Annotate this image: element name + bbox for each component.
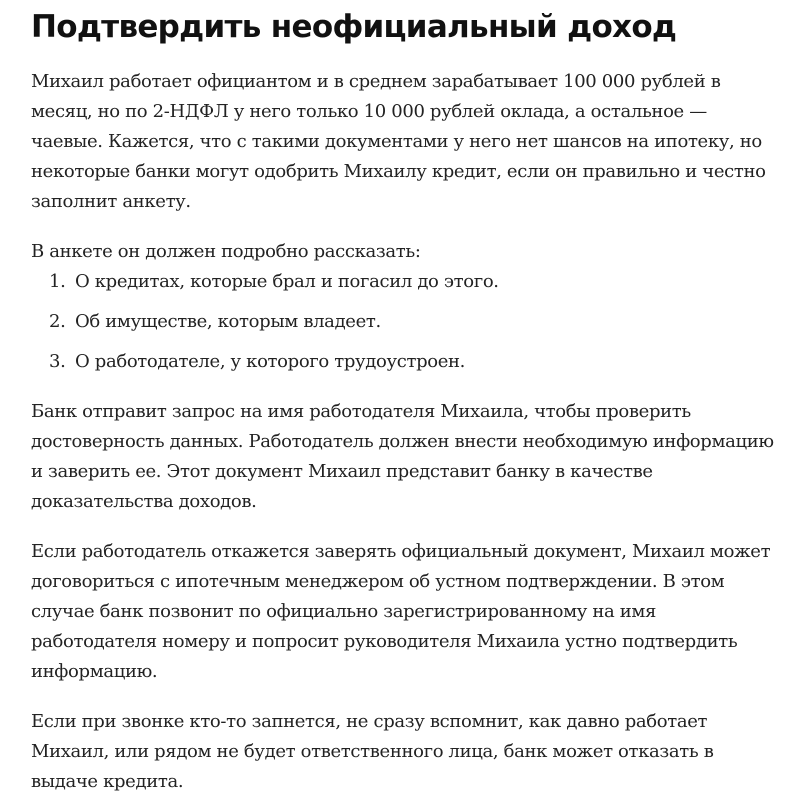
questionnaire-list [31, 267, 783, 377]
article-title: Подтвердить неофициальный доход [31, 9, 677, 45]
paragraph-refusal-risk: Если при звонке кто-то запнется, не сразу вспомнит, как давно работает Михаил, или рядом не будет ответственного лица, банк может отказать в выдаче кредита. [31, 711, 714, 792]
list-item-text: О кредитах, которые брал и погасил до этого. [75, 271, 499, 292]
list-item-number: 3. [49, 351, 66, 372]
paragraph-intro: Михаил работает официантом и в среднем зарабатывает 100 000 рублей в месяц, но по 2-НДФЛ у него только 10 000 рублей оклада, а остальное — чаевые. Кажется, что с такими документами у него нет шансов на ипотеку, но некоторые банки могут одобрить Михаилу кредит, если он правильно и честно заполнит анкету. [31, 71, 766, 212]
paragraph-oral-confirmation: Если работодатель откажется заверять официальный документ, Михаил может договориться с ипотечным менеджером об устном подтверждении. В этом случае банк позвонит по официально зарегистрированному на имя работодателя номеру и попросит руководителя Михаила устно подтвердить информацию. [31, 541, 771, 682]
list-item-number: 2. [49, 311, 66, 332]
article [31, 0, 783, 797]
list-intro: В анкете он должен подробно рассказать: [31, 241, 421, 262]
list-item-text: Об имуществе, которым владеет. [75, 311, 381, 332]
list-item [31, 347, 783, 377]
list-item [31, 267, 783, 297]
list-item-text: О работодателе, у которого трудоустроен. [75, 351, 466, 372]
list-item-number: 1. [49, 271, 66, 292]
list-item [31, 307, 783, 337]
paragraph-employer-request: Банк отправит запрос на имя работодателя Михаила, чтобы проверить достоверность данных. Работодатель должен внести необходимую информацию и заверить ее. Этот документ Михаил представит банку в качестве доказательства доходов. [31, 401, 774, 512]
